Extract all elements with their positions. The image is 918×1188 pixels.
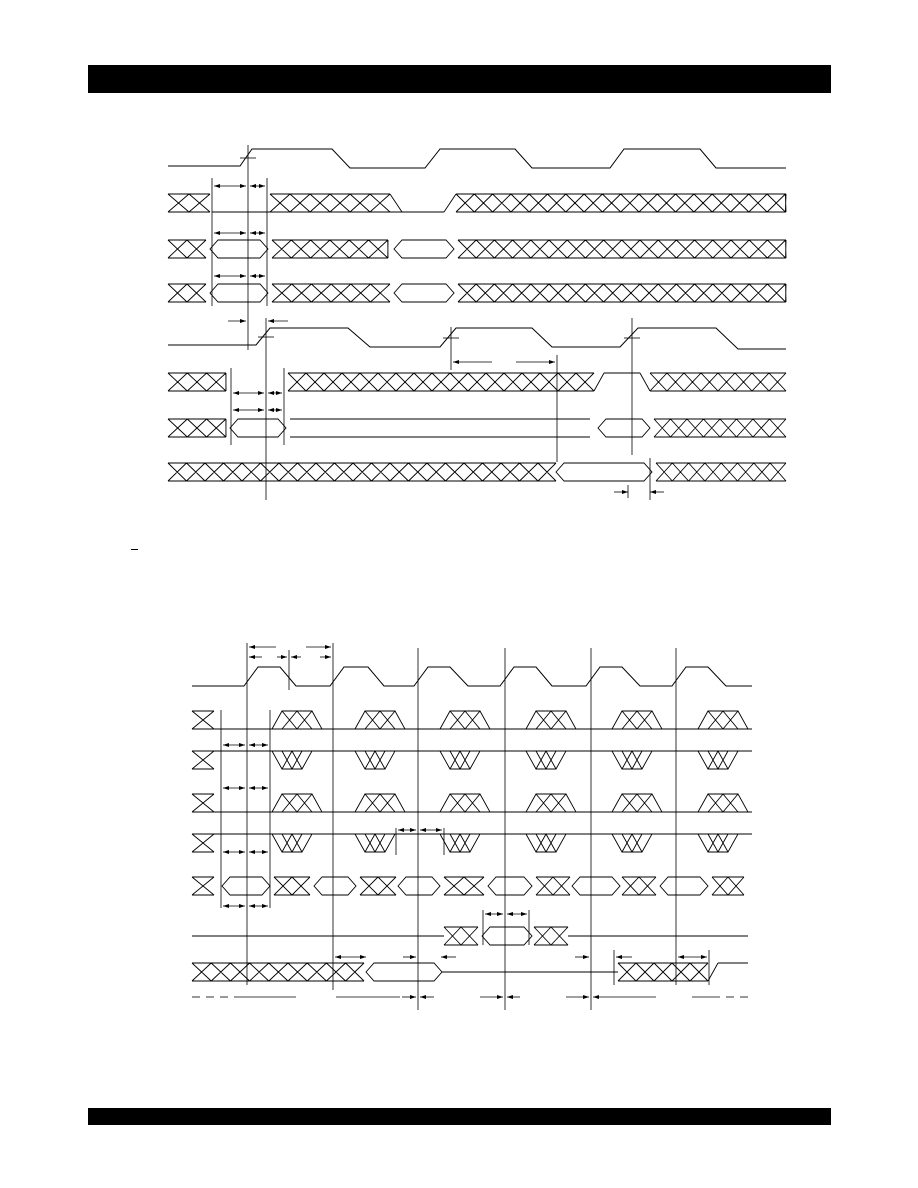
invalid-region (192, 963, 364, 981)
bus-rows-bottom (192, 711, 752, 981)
invalid-region (622, 834, 642, 852)
valid-data-window (482, 927, 532, 945)
invalid-region (192, 751, 214, 769)
invalid-region (274, 877, 310, 895)
transition-region (698, 751, 738, 769)
invalid-region (708, 751, 728, 769)
signal-line (708, 963, 718, 981)
valid-data-window (572, 877, 620, 895)
invalid-region (536, 751, 556, 769)
invalid-region (536, 711, 566, 729)
invalid-region (536, 877, 570, 895)
transition-region (698, 834, 738, 852)
invalid-region (444, 877, 484, 895)
transition-region (355, 834, 395, 852)
invalid-region (365, 834, 385, 852)
transition-region (272, 751, 312, 769)
invalid-region (618, 963, 708, 981)
invalid-region (622, 711, 652, 729)
transition-region (440, 834, 480, 852)
invalid-region (708, 834, 728, 852)
transition-region (272, 711, 322, 729)
transition-region (440, 711, 490, 729)
invalid-region (360, 877, 396, 895)
transition-region (698, 794, 748, 812)
invalid-region (450, 794, 480, 812)
transition-region (698, 711, 748, 729)
invalid-region (622, 877, 656, 895)
transition-region (440, 794, 490, 812)
invalid-region (192, 834, 214, 852)
transition-region (355, 794, 405, 812)
invalid-region (365, 711, 395, 729)
invalid-region (444, 927, 478, 945)
valid-data-window (398, 877, 440, 895)
invalid-region (450, 711, 480, 729)
invalid-region (536, 794, 566, 812)
invalid-region (365, 794, 395, 812)
transition-region (355, 711, 405, 729)
valid-data-window (488, 877, 532, 895)
invalid-region (192, 711, 214, 729)
valid-data-window (222, 877, 270, 895)
invalid-region (282, 711, 312, 729)
valid-data-window (366, 963, 442, 981)
transition-region (355, 751, 395, 769)
invalid-region (192, 877, 214, 895)
invalid-region (282, 794, 312, 812)
clock-waveform-bottom (192, 667, 752, 686)
invalid-region (712, 877, 744, 895)
transition-region (612, 794, 662, 812)
invalid-region (622, 751, 642, 769)
transition-region (440, 751, 480, 769)
transition-region (612, 834, 652, 852)
valid-data-window (314, 877, 356, 895)
transition-region (526, 834, 566, 852)
transition-region (612, 711, 662, 729)
footer-band (88, 1108, 831, 1125)
transition-region (526, 711, 576, 729)
invalid-region (450, 834, 470, 852)
timing-arrows-bottom (192, 645, 748, 999)
transition-region (526, 794, 576, 812)
invalid-region (622, 794, 652, 812)
invalid-region (534, 927, 568, 945)
invalid-region (282, 751, 302, 769)
invalid-region (450, 751, 470, 769)
transition-region (612, 751, 652, 769)
invalid-region (192, 794, 214, 812)
transition-region (526, 751, 566, 769)
invalid-region (282, 834, 302, 852)
invalid-region (708, 711, 738, 729)
valid-data-window (660, 877, 708, 895)
transition-region (272, 834, 312, 852)
reference-lines-bottom (221, 643, 709, 1010)
transition-region (272, 794, 322, 812)
invalid-region (536, 834, 556, 852)
invalid-region (365, 751, 385, 769)
invalid-region (708, 794, 738, 812)
